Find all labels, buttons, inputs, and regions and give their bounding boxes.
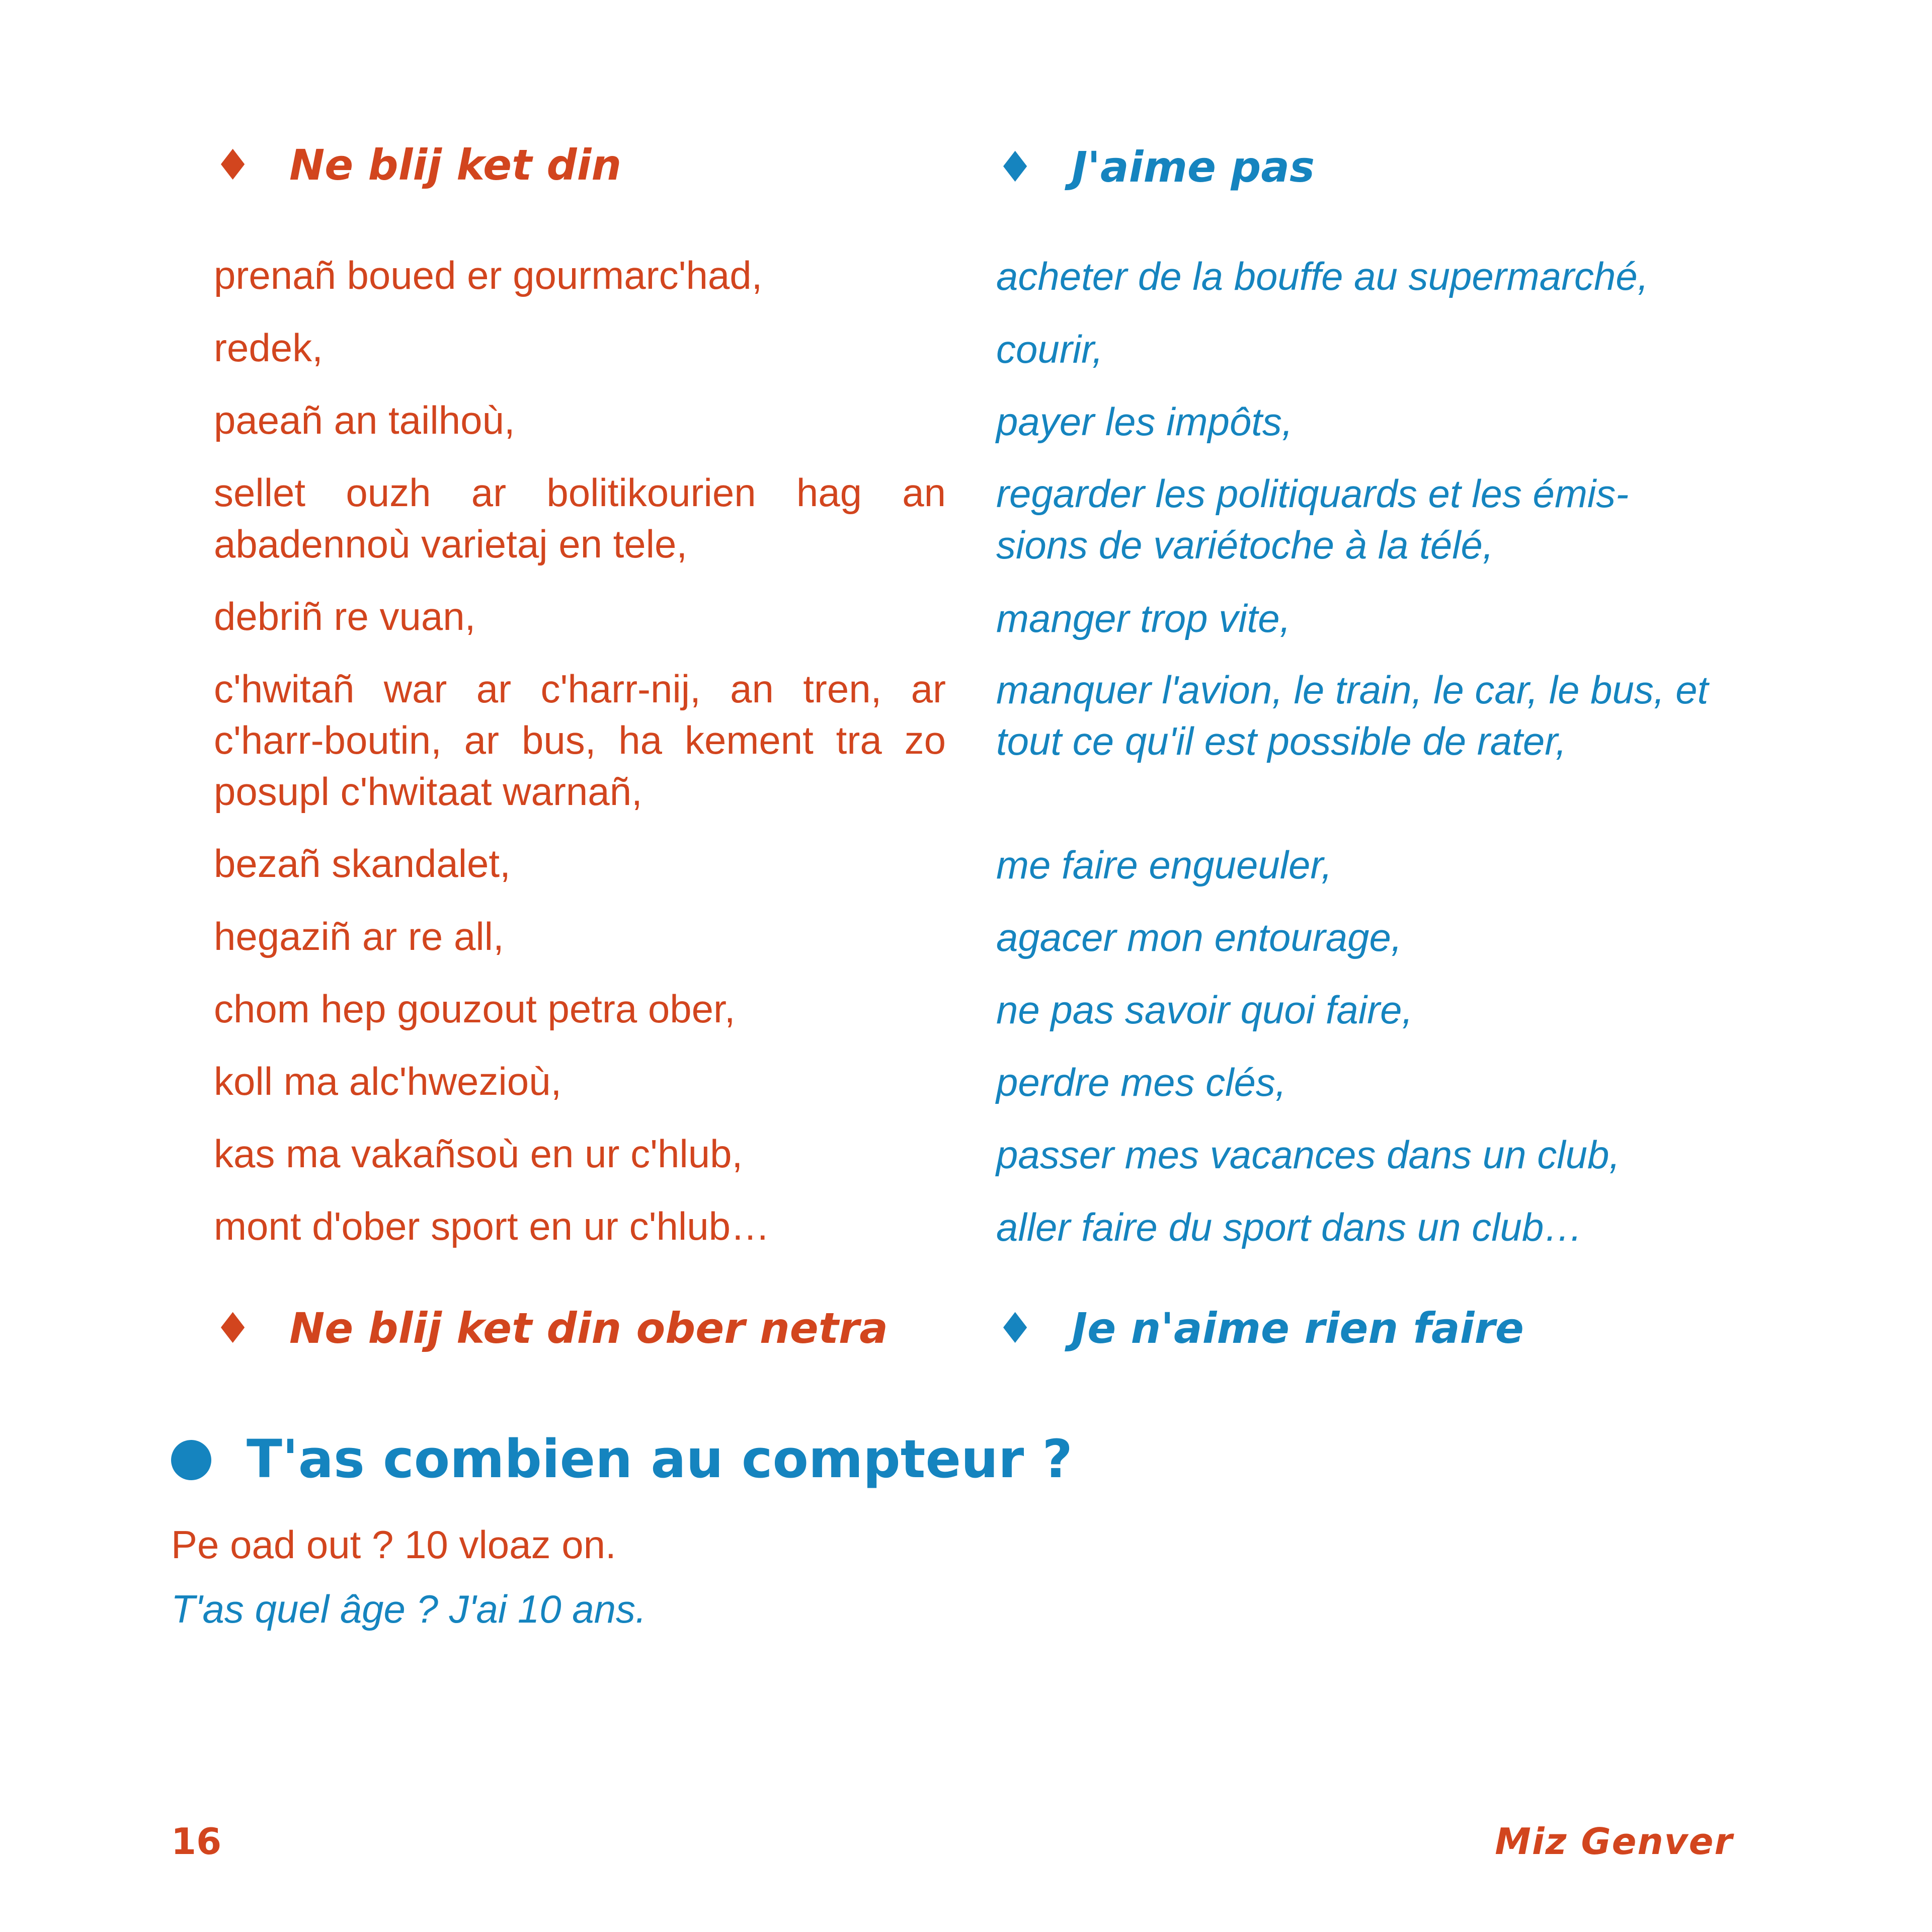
item-breton: kas ma vakañsoù en ur c'hlub,	[214, 1132, 743, 1176]
diamond-bullet-icon: ♦	[214, 1304, 252, 1353]
item-breton: paeañ an tailhoù,	[214, 398, 515, 442]
heading-breton-bottom	[214, 1303, 888, 1353]
heading-breton-bottom-text: Ne blij ket din ober netra	[289, 1304, 888, 1353]
diamond-bullet-icon: ♦	[214, 140, 252, 190]
item-french: manger trop vite,	[996, 596, 1291, 640]
item-breton: debriñ re vuan,	[214, 594, 476, 638]
heading-french-bottom-text: Je n'aime rien faire	[1072, 1304, 1524, 1353]
item-french: payer les impôts,	[996, 399, 1293, 444]
item-breton: sellet ouzh ar bolitikourien hag an abadennoù varietaj en tele,	[214, 470, 946, 566]
diamond-bullet-icon: ♦	[996, 1304, 1034, 1353]
example-breton: Pe oad out ? 10 vloaz on.	[171, 1522, 616, 1567]
heading-french-top	[996, 142, 1315, 192]
circle-bullet-icon	[171, 1440, 211, 1480]
item-breton: koll ma alc'hwezioù,	[214, 1059, 562, 1103]
item-breton: mont d'ober sport en ur c'hlub…	[214, 1204, 770, 1248]
book-title: Miz Genver	[1495, 1820, 1733, 1863]
item-breton: redek,	[214, 326, 323, 370]
item-breton: bezañ skandalet,	[214, 841, 511, 886]
example-french: T'as quel âge ? J'ai 10 ans.	[171, 1587, 647, 1631]
item-french: perdre mes clés,	[996, 1060, 1286, 1104]
item-breton: chom hep gouzout petra ober,	[214, 987, 736, 1031]
item-french: courir,	[996, 327, 1103, 371]
item-french: regarder les politiquards et les émis-sions de variétoche à la télé,	[996, 471, 1629, 567]
item-french: ne pas savoir quoi faire,	[996, 988, 1413, 1032]
page-number: 16	[171, 1820, 222, 1863]
heading-breton-top	[214, 140, 621, 190]
item-french: passer mes vacances dans un club,	[996, 1133, 1621, 1177]
heading-breton-top-text: Ne blij ket din	[289, 140, 622, 190]
diamond-bullet-icon: ♦	[996, 142, 1034, 192]
item-french: aller faire du sport dans un club…	[996, 1205, 1583, 1249]
section-title-text: T'as combien au compteur ?	[247, 1428, 1073, 1490]
heading-french-top-text: J'aime pas	[1072, 142, 1315, 192]
item-breton: prenañ boued er gourmarc'had,	[214, 253, 763, 297]
item-french: me faire engueuler,	[996, 843, 1332, 887]
heading-french-bottom	[996, 1303, 1524, 1353]
item-french: acheter de la bouffe au supermarché,	[996, 254, 1649, 298]
item-breton: hegaziñ ar re all,	[214, 914, 504, 958]
item-breton: c'hwitañ war ar c'harr-nij, an tren, ar c'harr-boutin, ar bus, ha kement tra zo posupl c'hwitaat warnañ,	[214, 667, 946, 814]
section-title	[171, 1429, 1073, 1489]
item-french: manquer l'avion, le train, le car, le bus, et tout ce qu'il est possible de rater,	[996, 668, 1709, 763]
item-french: agacer mon entourage,	[996, 915, 1402, 959]
